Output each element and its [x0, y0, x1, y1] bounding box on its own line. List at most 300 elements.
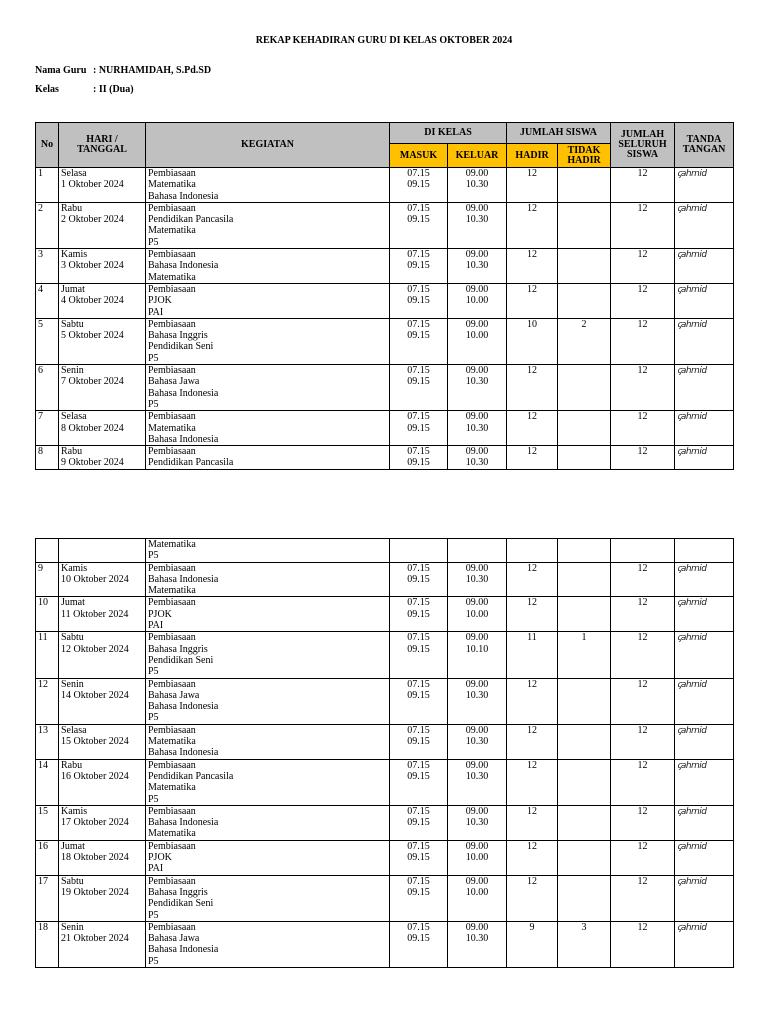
attendance-table-page-2	[35, 538, 734, 968]
row-masuk	[390, 539, 448, 563]
table-row	[36, 805, 734, 840]
row-masuk	[390, 202, 448, 248]
masuk-time: 07.15	[407, 202, 430, 214]
signature-image: ꞔahmid	[677, 760, 707, 771]
row-keluar	[448, 921, 507, 967]
row-keluar	[448, 168, 507, 203]
table-row	[36, 632, 734, 678]
row-date: 8 Oktober 2024	[61, 422, 124, 434]
header-hari-tanggal: HARI / TANGGAL	[59, 123, 146, 168]
keluar-time: 10.30	[465, 179, 489, 191]
activity-item: P5	[148, 666, 159, 678]
row-day: Senin	[61, 921, 84, 933]
row-day-date	[59, 411, 146, 446]
row-masuk	[390, 249, 448, 284]
row-day: Selasa	[61, 168, 87, 179]
row-jumlah-seluruh: 12	[611, 318, 675, 364]
row-masuk	[390, 597, 448, 632]
row-day: Jumat	[61, 597, 85, 609]
signature-image: ꞔahmid	[677, 725, 707, 736]
keluar-time: 10.30	[465, 376, 489, 388]
row-no: 13	[36, 724, 59, 759]
row-jumlah-seluruh: 12	[611, 365, 675, 411]
keluar-time: 09.00	[465, 632, 489, 644]
row-keluar	[448, 597, 507, 632]
row-keluar	[448, 539, 507, 563]
row-jumlah-seluruh: 12	[611, 283, 675, 318]
row-no: 8	[36, 446, 59, 470]
masuk-time: 09.15	[407, 817, 430, 829]
row-day-date	[59, 875, 146, 921]
table-row	[36, 759, 734, 805]
row-day-date	[59, 840, 146, 875]
row-tidak-hadir	[558, 678, 611, 724]
row-tidak-hadir	[558, 283, 611, 318]
row-masuk	[390, 446, 448, 470]
row-jumlah-seluruh: 12	[611, 249, 675, 284]
keluar-time: 10.00	[465, 295, 489, 307]
keluar-time: 09.00	[465, 840, 489, 852]
row-masuk	[390, 805, 448, 840]
signature-image: ꞔahmid	[677, 806, 707, 817]
row-tidak-hadir	[558, 168, 611, 203]
activity-item: Pembiasaan	[148, 759, 196, 771]
row-masuk	[390, 724, 448, 759]
masuk-time: 07.15	[407, 318, 430, 330]
activity-item: Pembiasaan	[148, 597, 196, 609]
row-day: Senin	[61, 678, 84, 690]
row-activities	[146, 249, 390, 284]
row-day: Jumat	[61, 283, 85, 295]
row-jumlah-seluruh: 12	[611, 840, 675, 875]
signature-image: ꞔahmid	[677, 598, 707, 609]
row-day: Kamis	[61, 805, 88, 817]
row-hadir: 12	[507, 840, 558, 875]
table-row	[36, 597, 734, 632]
row-no: 7	[36, 411, 59, 446]
row-date: 10 Oktober 2024	[61, 573, 129, 585]
keluar-time: 10.30	[465, 689, 489, 701]
row-signature	[675, 562, 734, 597]
row-hadir: 12	[507, 202, 558, 248]
row-day-date	[59, 168, 146, 203]
row-hadir: 9	[507, 921, 558, 967]
row-jumlah-seluruh: 12	[611, 805, 675, 840]
row-jumlah-seluruh	[611, 539, 675, 563]
row-jumlah-seluruh: 12	[611, 632, 675, 678]
row-date: 15 Oktober 2024	[61, 736, 129, 748]
activity-item: Bahasa Indonesia	[148, 387, 219, 399]
row-no: 15	[36, 805, 59, 840]
keluar-time: 09.00	[465, 724, 489, 736]
row-day: Jumat	[61, 840, 85, 852]
masuk-time: 09.15	[407, 457, 430, 469]
row-signature	[675, 168, 734, 203]
activity-item: Bahasa Inggris	[148, 330, 208, 342]
activity-item: P5	[148, 793, 159, 805]
row-masuk	[390, 921, 448, 967]
row-activities	[146, 562, 390, 597]
signature-image: ꞔahmid	[677, 366, 707, 377]
masuk-time: 07.15	[407, 840, 430, 852]
row-tidak-hadir	[558, 840, 611, 875]
header-tanda-tangan: TANDA TANGAN	[675, 123, 734, 168]
row-activities	[146, 632, 390, 678]
row-hadir: 12	[507, 759, 558, 805]
row-masuk	[390, 283, 448, 318]
row-signature	[675, 805, 734, 840]
masuk-time: 07.15	[407, 562, 430, 574]
row-jumlah-seluruh: 12	[611, 597, 675, 632]
activity-item: Pembiasaan	[148, 249, 196, 261]
masuk-time: 07.15	[407, 168, 430, 179]
activity-item: P5	[148, 398, 159, 410]
row-tidak-hadir	[558, 249, 611, 284]
row-hadir: 12	[507, 678, 558, 724]
table-row	[36, 411, 734, 446]
activity-item: PAI	[148, 620, 164, 632]
row-day-date	[59, 597, 146, 632]
activity-item: P5	[148, 712, 159, 724]
activity-item: Pendidikan Pancasila	[148, 770, 234, 782]
row-activities	[146, 202, 390, 248]
keluar-time: 09.00	[465, 921, 489, 933]
signature-image: ꞔahmid	[677, 679, 707, 690]
activity-item: Matematika	[148, 585, 196, 597]
keluar-time: 09.00	[465, 597, 489, 609]
row-day-date	[59, 805, 146, 840]
row-day-date	[59, 249, 146, 284]
keluar-time: 10.30	[465, 933, 489, 945]
signature-image: ꞔahmid	[677, 876, 707, 887]
activity-item: P5	[148, 550, 159, 562]
keluar-time: 09.00	[465, 805, 489, 817]
masuk-time: 09.15	[407, 376, 430, 388]
row-no: 17	[36, 875, 59, 921]
header-masuk: MASUK	[390, 144, 448, 168]
masuk-time: 07.15	[407, 365, 430, 377]
keluar-time: 09.00	[465, 411, 489, 423]
row-signature	[675, 678, 734, 724]
row-hadir: 12	[507, 411, 558, 446]
row-tidak-hadir: 3	[558, 921, 611, 967]
row-signature	[675, 724, 734, 759]
row-hadir: 12	[507, 597, 558, 632]
row-day: Sabtu	[61, 875, 84, 887]
activity-item: Bahasa Jawa	[148, 689, 200, 701]
keluar-time: 10.30	[465, 770, 489, 782]
activity-item: Pembiasaan	[148, 365, 196, 377]
activity-item: Pendidikan Pancasila	[148, 214, 234, 226]
row-day-date	[59, 283, 146, 318]
row-jumlah-seluruh: 12	[611, 875, 675, 921]
masuk-time: 09.15	[407, 573, 430, 585]
table-row	[36, 840, 734, 875]
row-activities	[146, 318, 390, 364]
activity-item: Matematika	[148, 225, 196, 237]
masuk-time: 09.15	[407, 260, 430, 272]
row-no: 11	[36, 632, 59, 678]
row-keluar	[448, 632, 507, 678]
activity-item: Bahasa Indonesia	[148, 944, 219, 956]
row-signature	[675, 411, 734, 446]
row-date: 21 Oktober 2024	[61, 933, 129, 945]
row-signature	[675, 597, 734, 632]
masuk-time: 07.15	[407, 678, 430, 690]
row-activities	[146, 411, 390, 446]
activity-item: Pembiasaan	[148, 875, 196, 887]
activity-item: Matematika	[148, 828, 196, 840]
masuk-time: 09.15	[407, 330, 430, 342]
attendance-table-page-1	[35, 122, 734, 470]
row-no: 16	[36, 840, 59, 875]
activity-item: Pembiasaan	[148, 632, 196, 644]
keluar-time: 09.00	[465, 283, 489, 295]
masuk-time: 07.15	[407, 411, 430, 423]
row-activities	[146, 759, 390, 805]
activity-item: PJOK	[148, 608, 172, 620]
keluar-time: 10.30	[465, 260, 489, 272]
masuk-time: 07.15	[407, 283, 430, 295]
row-signature	[675, 446, 734, 470]
row-signature	[675, 365, 734, 411]
teacher-value: : NURHAMIDAH, S.Pd.SD	[93, 65, 212, 76]
keluar-time: 09.00	[465, 365, 489, 377]
header-keluar: KELUAR	[448, 144, 507, 168]
row-day: Rabu	[61, 759, 83, 771]
signature-image: ꞔahmid	[677, 633, 707, 644]
row-keluar	[448, 678, 507, 724]
row-day-date	[59, 318, 146, 364]
activity-item: Pendidikan Seni	[148, 898, 214, 910]
row-jumlah-seluruh: 12	[611, 678, 675, 724]
row-day: Sabtu	[61, 318, 84, 330]
masuk-time: 07.15	[407, 805, 430, 817]
masuk-time: 09.15	[407, 689, 430, 701]
keluar-time: 10.10	[465, 643, 489, 655]
row-activities	[146, 283, 390, 318]
masuk-time: 07.15	[407, 597, 430, 609]
class-row	[35, 84, 134, 95]
table-row	[36, 318, 734, 364]
activity-item: Pembiasaan	[148, 805, 196, 817]
row-hadir	[507, 539, 558, 563]
activity-item: Bahasa Indonesia	[148, 260, 219, 272]
activity-item: Matematika	[148, 736, 196, 748]
masuk-time: 09.15	[407, 933, 430, 945]
activity-item: Pembiasaan	[148, 840, 196, 852]
activity-item: Bahasa Indonesia	[148, 573, 219, 585]
row-hadir: 12	[507, 724, 558, 759]
row-keluar	[448, 562, 507, 597]
row-date: 18 Oktober 2024	[61, 852, 129, 864]
activity-item: Pembiasaan	[148, 678, 196, 690]
masuk-time: 07.15	[407, 724, 430, 736]
row-date: 3 Oktober 2024	[61, 260, 124, 272]
row-activities	[146, 597, 390, 632]
row-activities	[146, 724, 390, 759]
keluar-time: 09.00	[465, 759, 489, 771]
row-signature	[675, 759, 734, 805]
row-tidak-hadir	[558, 759, 611, 805]
row-day-date	[59, 678, 146, 724]
row-keluar	[448, 446, 507, 470]
row-keluar	[448, 759, 507, 805]
row-day: Rabu	[61, 446, 83, 458]
signature-image: ꞔahmid	[677, 841, 707, 852]
row-masuk	[390, 678, 448, 724]
row-jumlah-seluruh: 12	[611, 202, 675, 248]
row-jumlah-seluruh: 12	[611, 411, 675, 446]
row-tidak-hadir	[558, 875, 611, 921]
masuk-time: 09.15	[407, 214, 430, 226]
row-date: 7 Oktober 2024	[61, 376, 124, 388]
row-hadir: 12	[507, 805, 558, 840]
teacher-label: Nama Guru	[35, 65, 87, 76]
table-row	[36, 446, 734, 470]
signature-image: ꞔahmid	[677, 922, 707, 933]
table-row	[36, 539, 734, 563]
masuk-time: 09.15	[407, 770, 430, 782]
signature-image: ꞔahmid	[677, 412, 707, 423]
row-no: 12	[36, 678, 59, 724]
activity-item: Pendidikan Seni	[148, 341, 214, 353]
masuk-time: 09.15	[407, 852, 430, 864]
masuk-time: 09.15	[407, 422, 430, 434]
row-masuk	[390, 562, 448, 597]
row-tidak-hadir	[558, 411, 611, 446]
signature-image: ꞔahmid	[677, 447, 707, 458]
table-row	[36, 202, 734, 248]
activity-item: P5	[148, 352, 159, 364]
row-tidak-hadir	[558, 805, 611, 840]
activity-item: Bahasa Jawa	[148, 933, 200, 945]
signature-image: ꞔahmid	[677, 284, 707, 295]
masuk-time: 07.15	[407, 759, 430, 771]
keluar-time: 09.00	[465, 249, 489, 261]
header-jumlah-siswa: JUMLAH SISWA	[507, 123, 611, 144]
header-jumlah-seluruh: JUMLAH SELURUH SISWA	[611, 123, 675, 168]
keluar-time: 09.00	[465, 168, 489, 179]
row-jumlah-seluruh: 12	[611, 446, 675, 470]
row-day-date	[59, 759, 146, 805]
activity-item: P5	[148, 236, 159, 248]
activity-item: Bahasa Indonesia	[148, 701, 219, 713]
row-jumlah-seluruh: 12	[611, 562, 675, 597]
table-row	[36, 283, 734, 318]
row-date: 5 Oktober 2024	[61, 330, 124, 342]
keluar-time: 10.30	[465, 457, 489, 469]
row-hadir: 12	[507, 365, 558, 411]
row-tidak-hadir: 1	[558, 632, 611, 678]
row-jumlah-seluruh: 12	[611, 168, 675, 203]
row-signature	[675, 202, 734, 248]
activity-item: Matematika	[148, 539, 196, 550]
activity-item: Bahasa Inggris	[148, 643, 208, 655]
row-day: Kamis	[61, 249, 88, 261]
row-keluar	[448, 840, 507, 875]
activity-item: Matematika	[148, 179, 196, 191]
table-row	[36, 875, 734, 921]
row-tidak-hadir	[558, 724, 611, 759]
masuk-time: 09.15	[407, 608, 430, 620]
row-date: 16 Oktober 2024	[61, 770, 129, 782]
row-no: 6	[36, 365, 59, 411]
row-tidak-hadir	[558, 597, 611, 632]
row-jumlah-seluruh: 12	[611, 759, 675, 805]
row-day-date	[59, 632, 146, 678]
masuk-time: 09.15	[407, 295, 430, 307]
row-date: 12 Oktober 2024	[61, 643, 129, 655]
teacher-name-row	[35, 65, 211, 76]
activity-item: Pembiasaan	[148, 921, 196, 933]
table-row	[36, 365, 734, 411]
activity-item: Pembiasaan	[148, 446, 196, 458]
row-hadir: 12	[507, 875, 558, 921]
signature-image: ꞔahmid	[677, 203, 707, 214]
masuk-time: 09.15	[407, 179, 430, 191]
keluar-time: 09.00	[465, 875, 489, 887]
row-tidak-hadir	[558, 446, 611, 470]
row-keluar	[448, 249, 507, 284]
activity-item: Pembiasaan	[148, 318, 196, 330]
keluar-time: 10.00	[465, 886, 489, 898]
row-no: 10	[36, 597, 59, 632]
table-row	[36, 724, 734, 759]
row-activities	[146, 875, 390, 921]
row-hadir: 12	[507, 562, 558, 597]
row-signature	[675, 875, 734, 921]
row-hadir: 12	[507, 283, 558, 318]
row-masuk	[390, 365, 448, 411]
row-masuk	[390, 411, 448, 446]
activity-item: Bahasa Indonesia	[148, 817, 219, 829]
row-keluar	[448, 283, 507, 318]
masuk-time: 07.15	[407, 875, 430, 887]
activity-item: P5	[148, 909, 159, 921]
row-activities	[146, 840, 390, 875]
row-tidak-hadir	[558, 562, 611, 597]
row-hadir: 11	[507, 632, 558, 678]
masuk-time: 07.15	[407, 921, 430, 933]
row-activities	[146, 365, 390, 411]
row-day-date	[59, 724, 146, 759]
row-signature	[675, 283, 734, 318]
row-hadir: 12	[507, 168, 558, 203]
row-tidak-hadir	[558, 539, 611, 563]
row-no: 1	[36, 168, 59, 203]
row-signature	[675, 249, 734, 284]
activity-item: Pembiasaan	[148, 724, 196, 736]
row-date: 1 Oktober 2024	[61, 179, 124, 191]
row-keluar	[448, 202, 507, 248]
row-jumlah-seluruh: 12	[611, 724, 675, 759]
row-day-date	[59, 365, 146, 411]
row-no: 4	[36, 283, 59, 318]
masuk-time: 09.15	[407, 736, 430, 748]
activity-item: Bahasa Indonesia	[148, 190, 219, 202]
row-keluar	[448, 318, 507, 364]
activity-item: Pembiasaan	[148, 283, 196, 295]
keluar-time: 10.30	[465, 817, 489, 829]
row-keluar	[448, 805, 507, 840]
activity-item: Bahasa Indonesia	[148, 433, 219, 445]
document-title: REKAP KEHADIRAN GURU DI KELAS OKTOBER 2024	[255, 35, 513, 46]
activity-item: Bahasa Indonesia	[148, 747, 219, 759]
row-date: 17 Oktober 2024	[61, 817, 129, 829]
table-row	[36, 562, 734, 597]
row-day-date	[59, 562, 146, 597]
